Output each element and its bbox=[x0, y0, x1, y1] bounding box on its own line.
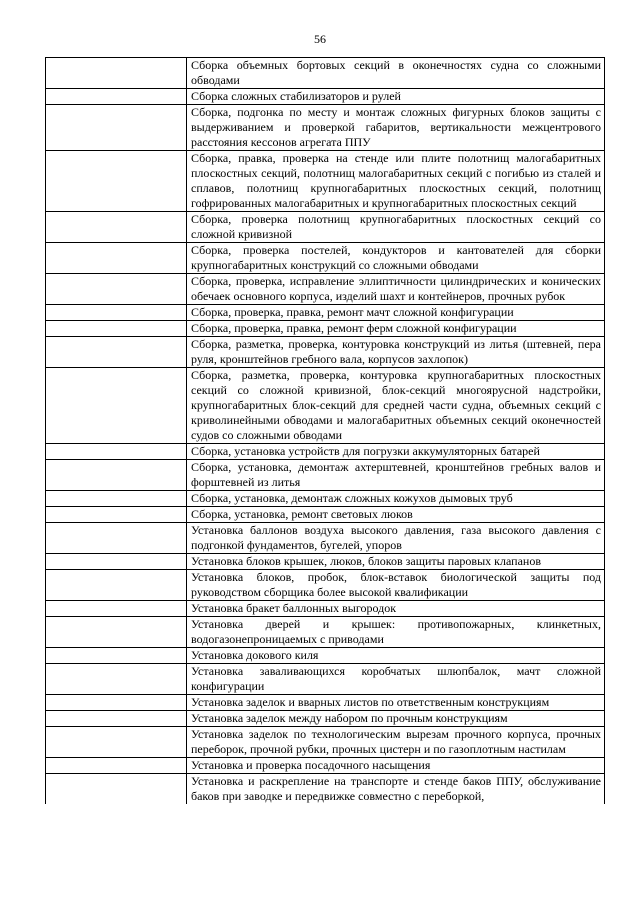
empty-left-cell bbox=[46, 523, 187, 554]
work-description-cell: Сборка, разметка, проверка, контуровка конструкций из литья (штевней, пера руля, кронштейнов гребного вала, корпусов захлопок) bbox=[187, 337, 605, 368]
work-description-cell: Установка докового киля bbox=[187, 648, 605, 664]
table-row bbox=[46, 617, 605, 648]
empty-left-cell bbox=[46, 321, 187, 337]
table-row bbox=[46, 368, 605, 444]
empty-left-cell bbox=[46, 507, 187, 523]
empty-left-cell bbox=[46, 664, 187, 695]
work-description-cell: Установка заделок между набором по прочным конструкциям bbox=[187, 711, 605, 727]
empty-left-cell bbox=[46, 444, 187, 460]
work-description-cell: Установка блоков крышек, люков, блоков защиты паровых клапанов bbox=[187, 554, 605, 570]
table-row bbox=[46, 695, 605, 711]
table-row bbox=[46, 758, 605, 774]
empty-left-cell bbox=[46, 774, 187, 805]
table-row bbox=[46, 727, 605, 758]
table-row bbox=[46, 105, 605, 151]
work-description-cell: Сборка, установка, ремонт световых люков bbox=[187, 507, 605, 523]
table-row bbox=[46, 305, 605, 321]
work-description-cell: Сборка, проверка, правка, ремонт мачт сложной конфигурации bbox=[187, 305, 605, 321]
work-description-cell: Установка и раскрепление на транспорте и стенде баков ППУ, обслуживание баков при заводке и передвижке совместно с переборкой, bbox=[187, 774, 605, 805]
work-description-cell: Сборка, установка, демонтаж ахтерштевней, кронштейнов гребных валов и форштевней из литья bbox=[187, 460, 605, 491]
empty-left-cell bbox=[46, 58, 187, 89]
work-description-cell: Установка заделок по технологическим вырезам прочного корпуса, прочных переборок, прочной рубки, прочных цистерн и по газоплотным настилам bbox=[187, 727, 605, 758]
empty-left-cell bbox=[46, 695, 187, 711]
work-description-cell: Сборка, подгонка по месту и монтаж сложных фигурных блоков защиты с выдерживанием и проверкой габаритов, вертикальности межцентрового расстояния кессонов агрегата ППУ bbox=[187, 105, 605, 151]
work-description-cell: Сборка, установка устройств для погрузки аккумуляторных батарей bbox=[187, 444, 605, 460]
table-row bbox=[46, 648, 605, 664]
work-description-cell: Сборка объемных бортовых секций в оконечностях судна со сложными обводами bbox=[187, 58, 605, 89]
table-row bbox=[46, 491, 605, 507]
work-description-cell: Сборка сложных стабилизаторов и рулей bbox=[187, 89, 605, 105]
empty-left-cell bbox=[46, 727, 187, 758]
work-description-cell: Сборка, разметка, проверка, контуровка крупногабаритных плоскостных секций со сложной кривизной, блок-секций многоярусной надстройки, крупногабаритных блок-секций для средней части судна, объемных секций с криволинейными обводами и малогабаритных объемных секций оконечностей судов со сложными обводами bbox=[187, 368, 605, 444]
work-description-cell: Установка и проверка посадочного насыщения bbox=[187, 758, 605, 774]
work-description-cell: Установка дверей и крышек: противопожарных, клинкетных, водогазонепроницаемых с приводами bbox=[187, 617, 605, 648]
empty-left-cell bbox=[46, 105, 187, 151]
work-description-cell: Сборка, проверка постелей, кондукторов и кантователей для сборки крупногабаритных конструкций со сложными обводами bbox=[187, 243, 605, 274]
table-row bbox=[46, 570, 605, 601]
empty-left-cell bbox=[46, 212, 187, 243]
work-description-cell: Сборка, правка, проверка на стенде или плите полотнищ малогабаритных плоскостных секций, полотнищ малогабаритных секций с погибью из сталей и сплавов, полотнищ крупногабаритных плоскостных секций, полотнищ гофрированных малогабаритных и крупногабаритных плоскостных секций bbox=[187, 151, 605, 212]
table-row bbox=[46, 523, 605, 554]
table-row bbox=[46, 321, 605, 337]
work-description-cell: Установка блоков, пробок, блок-вставок биологической защиты под руководством сборщика более высокой квалификации bbox=[187, 570, 605, 601]
work-description-cell: Сборка, проверка полотнищ крупногабаритных плоскостных секций со сложной кривизной bbox=[187, 212, 605, 243]
empty-left-cell bbox=[46, 554, 187, 570]
table-row bbox=[46, 444, 605, 460]
table-row bbox=[46, 151, 605, 212]
work-description-cell: Установка заделок и вварных листов по ответственным конструкциям bbox=[187, 695, 605, 711]
table-row bbox=[46, 711, 605, 727]
table-row bbox=[46, 274, 605, 305]
table-row bbox=[46, 774, 605, 805]
work-description-cell: Сборка, установка, демонтаж сложных кожухов дымовых труб bbox=[187, 491, 605, 507]
empty-left-cell bbox=[46, 648, 187, 664]
work-description-cell: Сборка, проверка, исправление эллиптичности цилиндрических и конических обечаек основного корпуса, изделий шахт и контейнеров, прочных рубок bbox=[187, 274, 605, 305]
empty-left-cell bbox=[46, 305, 187, 321]
work-description-table bbox=[45, 57, 605, 804]
work-description-cell: Сборка, проверка, правка, ремонт ферм сложной конфигурации bbox=[187, 321, 605, 337]
table-row bbox=[46, 507, 605, 523]
table-row bbox=[46, 601, 605, 617]
empty-left-cell bbox=[46, 89, 187, 105]
empty-left-cell bbox=[46, 570, 187, 601]
empty-left-cell bbox=[46, 460, 187, 491]
empty-left-cell bbox=[46, 337, 187, 368]
table-row bbox=[46, 554, 605, 570]
empty-left-cell bbox=[46, 601, 187, 617]
table-row bbox=[46, 460, 605, 491]
empty-left-cell bbox=[46, 151, 187, 212]
work-description-cell: Установка баллонов воздуха высокого давления, газа высокого давления с подгонкой фундаментов, бугелей, упоров bbox=[187, 523, 605, 554]
page-number: 56 bbox=[314, 32, 326, 46]
table-row bbox=[46, 89, 605, 105]
table-row bbox=[46, 212, 605, 243]
empty-left-cell bbox=[46, 274, 187, 305]
work-description-cell: Установка бракет баллонных выгородок bbox=[187, 601, 605, 617]
empty-left-cell bbox=[46, 711, 187, 727]
empty-left-cell bbox=[46, 617, 187, 648]
empty-left-cell bbox=[46, 368, 187, 444]
table-row bbox=[46, 664, 605, 695]
table-row bbox=[46, 58, 605, 89]
work-description-cell: Установка заваливающихся коробчатых шлюпбалок, мачт сложной конфигурации bbox=[187, 664, 605, 695]
empty-left-cell bbox=[46, 491, 187, 507]
empty-left-cell bbox=[46, 758, 187, 774]
table-row bbox=[46, 243, 605, 274]
empty-left-cell bbox=[46, 243, 187, 274]
table-row bbox=[46, 337, 605, 368]
